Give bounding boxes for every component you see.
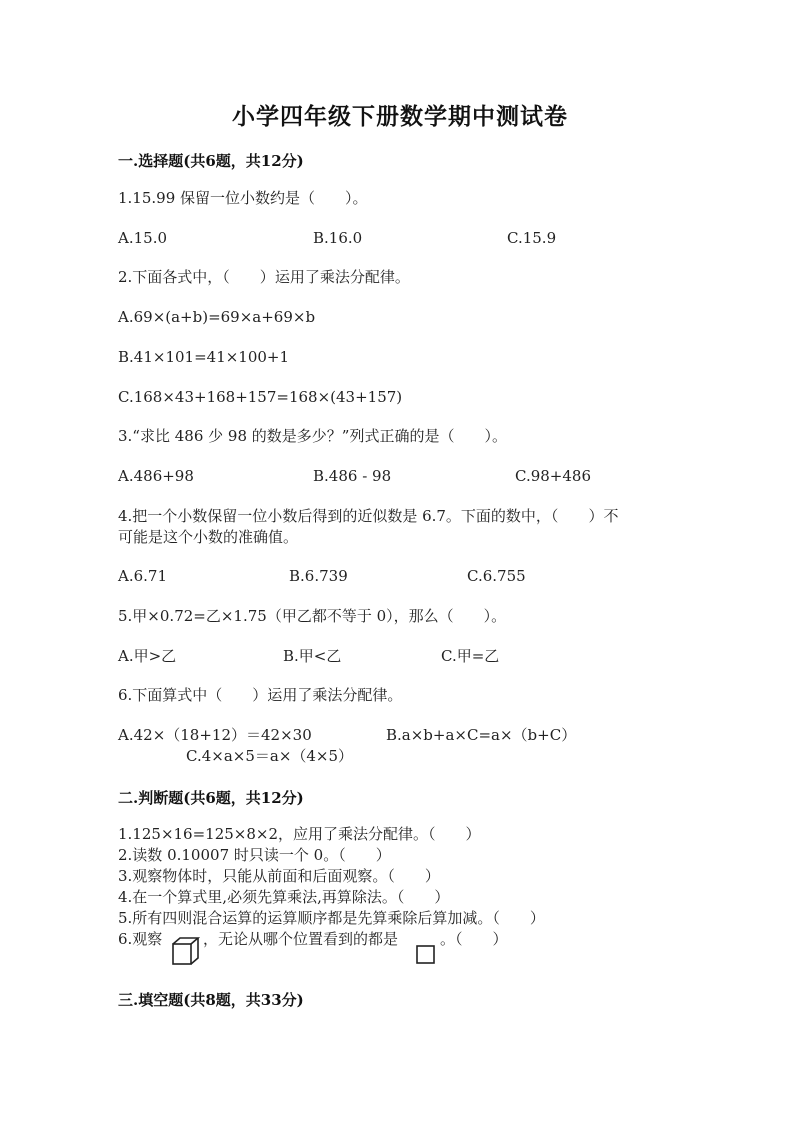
question-1-option-a: A.15.0 <box>118 229 167 247</box>
question-5-option-c: C.甲=乙 <box>441 647 500 665</box>
section-heading-choice: 一.选择题(共6题，共12分) <box>118 152 304 170</box>
question-3-option-b: B.486 - 98 <box>313 467 392 485</box>
question-6-option-c: C.4×a×5＝a×（4×5） <box>186 747 354 765</box>
judgment-item-6-middle: ，无论从哪个位置看到的都是 <box>203 930 399 948</box>
question-5-option-a: A.甲>乙 <box>118 647 177 665</box>
question-2-option-b: B.41×101=41×100+1 <box>118 348 290 366</box>
question-4-option-c: C.6.755 <box>467 567 526 585</box>
question-6-stem: 6.下面算式中（ ）运用了乘法分配律。 <box>118 686 403 704</box>
judgment-item-4: 4.在一个算式里,必须先算乘法,再算除法。（ ） <box>118 888 450 906</box>
question-2-option-c: C.168×43+168+157=168×(43+157) <box>118 388 403 406</box>
question-4-stem-line1: 4.把一个小数保留一位小数后得到的近似数是 6.7。下面的数中，（ ）不 <box>118 507 619 525</box>
cube-icon <box>170 935 200 967</box>
question-1-option-b: B.16.0 <box>313 229 363 247</box>
question-1-option-c: C.15.9 <box>507 229 557 247</box>
section-heading-fill-in: 三.填空题(共8题，共33分) <box>118 991 304 1009</box>
judgment-item-3: 3.观察物体时，只能从前面和后面观察。（ ） <box>118 867 440 885</box>
question-4-option-b: B.6.739 <box>289 567 348 585</box>
question-5-stem: 5.甲×0.72=乙×1.75（甲乙都不等于 0），那么（ ）。 <box>118 607 507 625</box>
section-heading-judgment: 二.判断题(共6题，共12分) <box>118 789 304 807</box>
question-4-option-a: A.6.71 <box>118 567 167 585</box>
question-3-stem: 3.“求比 486 少 98 的数是多少？”列式正确的是（ ）。 <box>118 427 507 445</box>
square-icon <box>415 944 437 966</box>
question-6-option-b: B.a×b+a×C=a×（b+C） <box>386 726 577 744</box>
question-1-stem: 1.15.99 保留一位小数约是（ ）。 <box>118 189 368 207</box>
question-2-option-a: A.69×(a+b)=69×a+69×b <box>118 308 316 326</box>
question-5-option-b: B.甲<乙 <box>283 647 342 665</box>
judgment-item-6-prefix: 6.观察 <box>118 930 163 948</box>
judgment-item-5: 5.所有四则混合运算的运算顺序都是先算乘除后算加减。（ ） <box>118 909 545 927</box>
question-3-option-a: A.486+98 <box>118 467 194 485</box>
question-2-stem: 2.下面各式中，（ ）运用了乘法分配律。 <box>118 268 410 286</box>
page-title: 小学四年级下册数学期中测试卷 <box>232 103 568 130</box>
question-4-stem-line2: 可能是这个小数的准确值。 <box>118 528 299 546</box>
judgment-item-6-suffix: 。（ ） <box>440 930 508 948</box>
question-3-option-c: C.98+486 <box>515 467 591 485</box>
judgment-item-1: 1.125×16=125×8×2，应用了乘法分配律。（ ） <box>118 825 481 843</box>
question-6-option-a: A.42×（18+12）＝42×30 <box>118 726 312 744</box>
judgment-item-2: 2.读数 0.10007 时只读一个 0。（ ） <box>118 846 391 864</box>
